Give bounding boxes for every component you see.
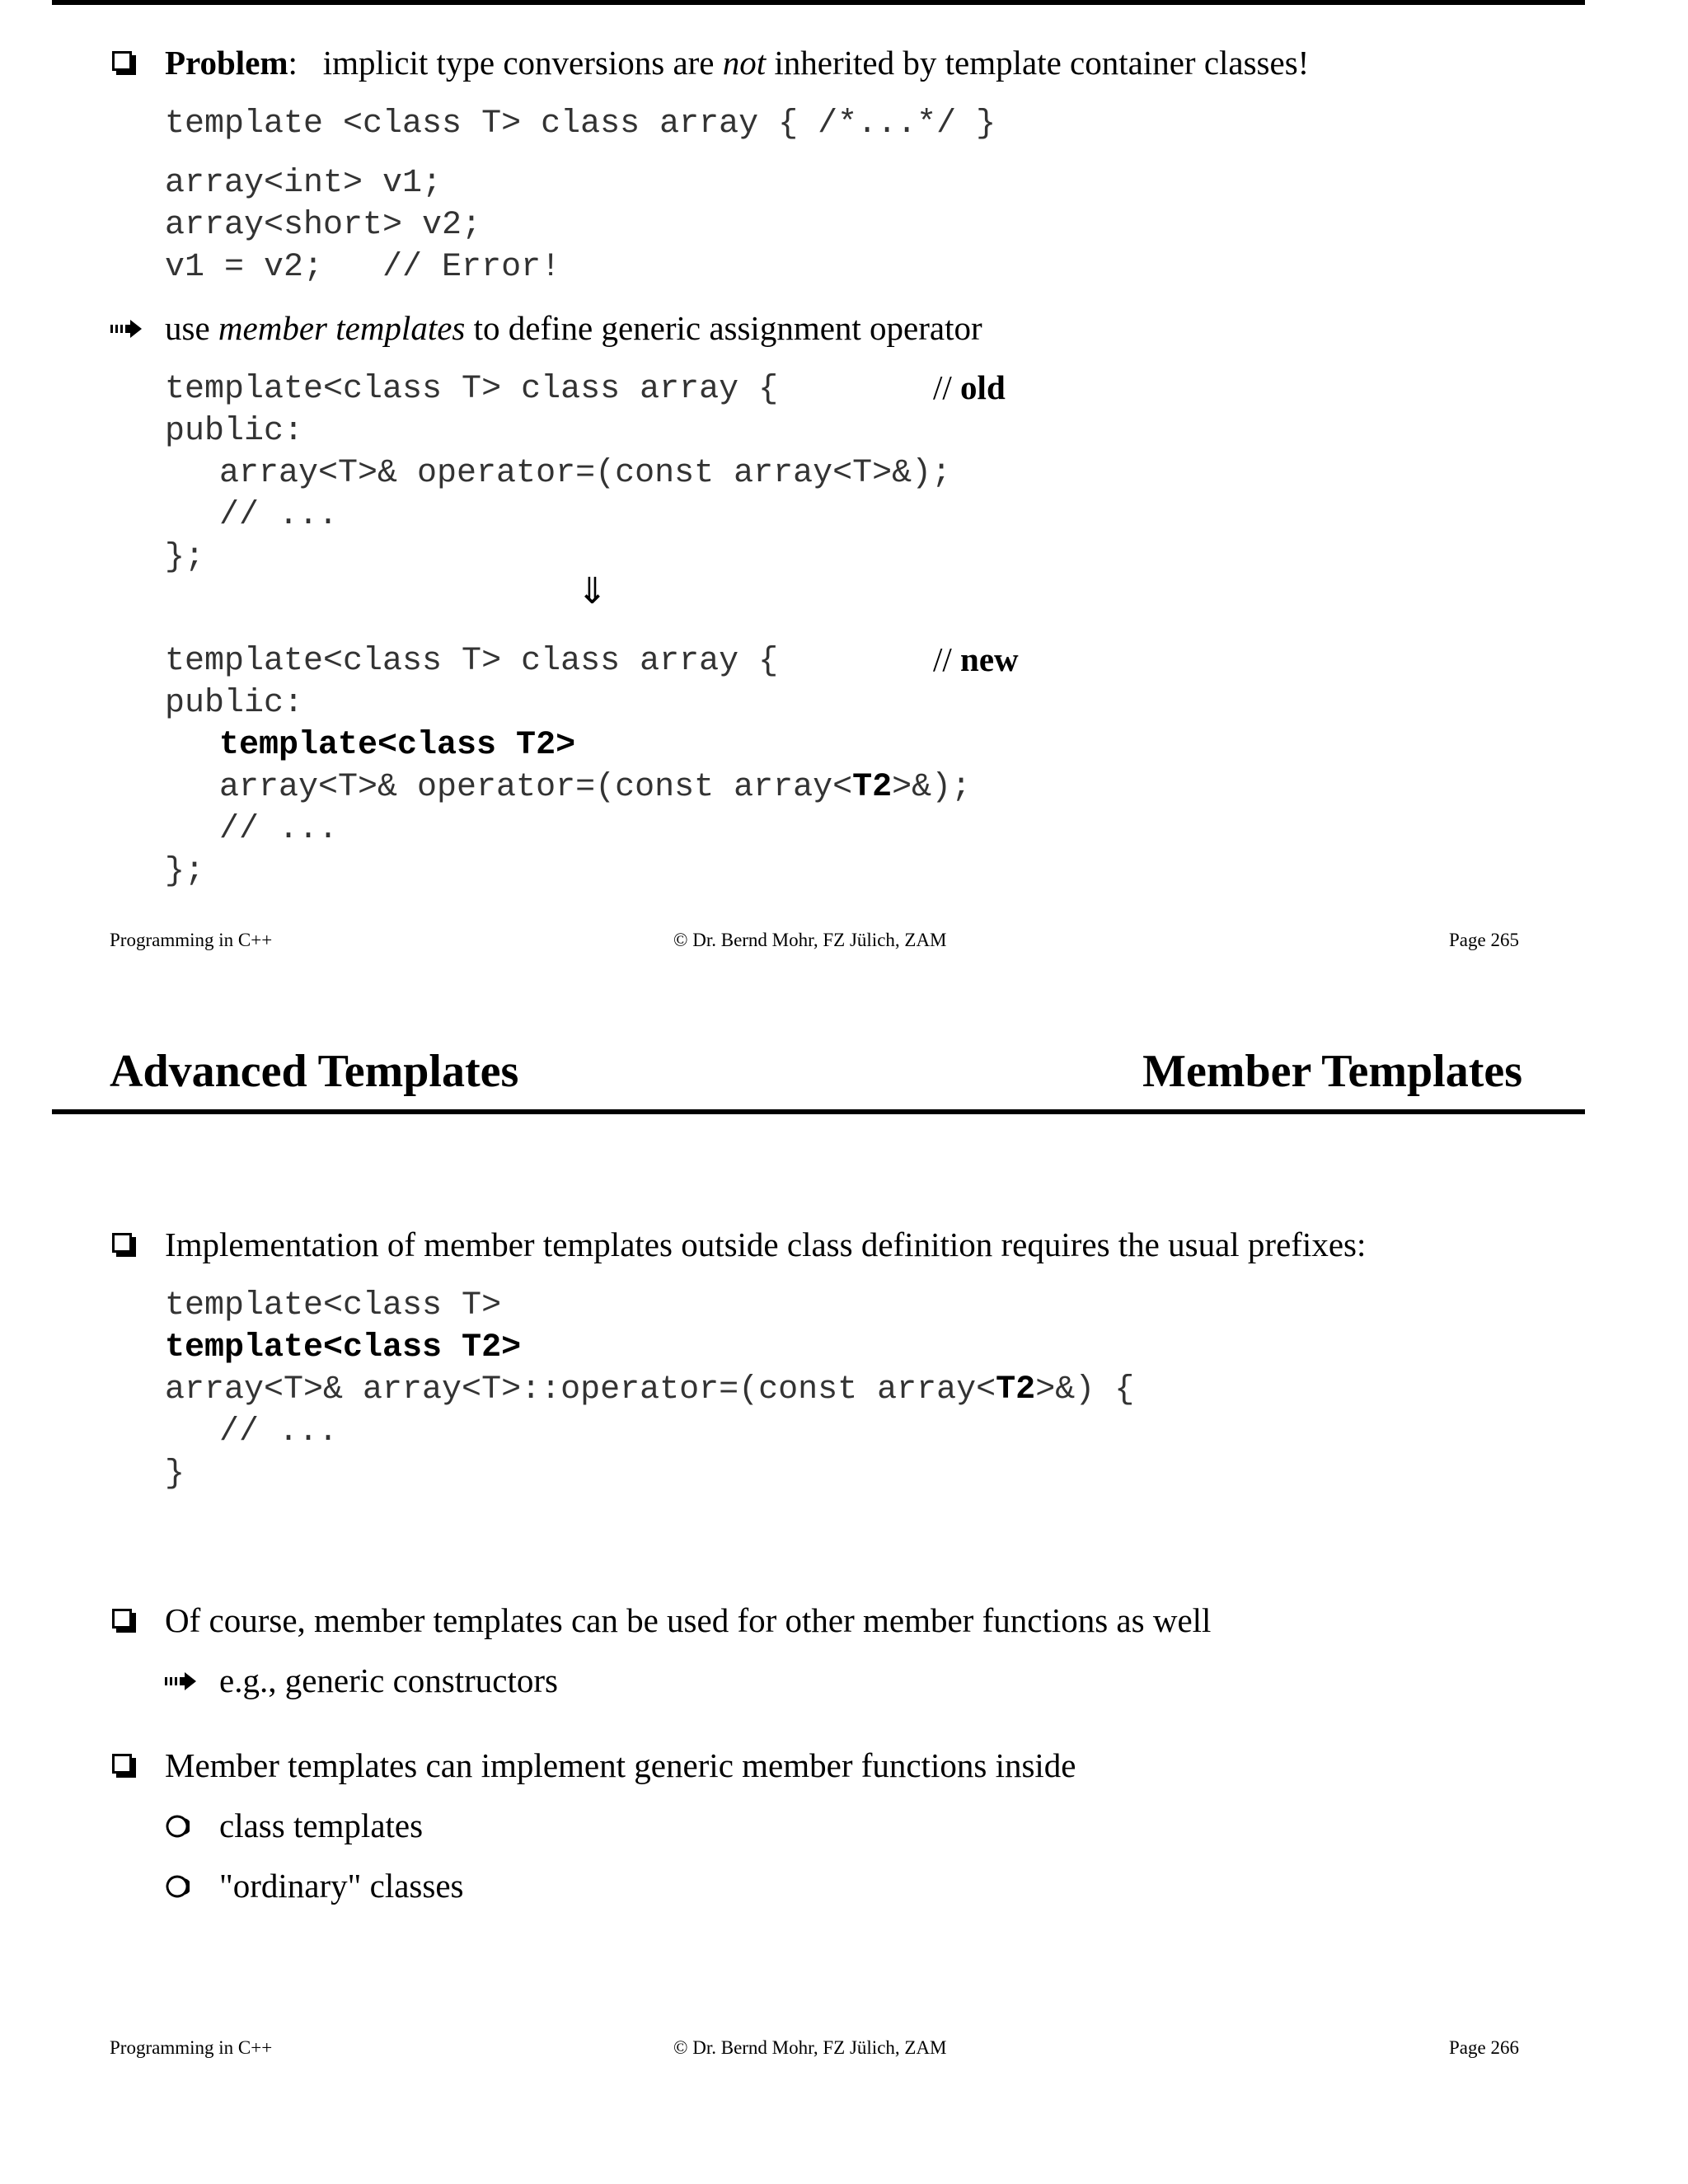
arrow-bullet-icon	[165, 1671, 198, 1691]
problem-text-2: inherited by template container classes!	[766, 44, 1310, 82]
code-line: public:	[165, 413, 304, 450]
code-line: template <class T> class array { /*...*/ }	[165, 105, 996, 143]
code-fragment-bold: T2	[852, 769, 893, 806]
code-line: // ...	[219, 1413, 339, 1451]
code-line: }	[165, 1455, 185, 1493]
footer-right: Page 266	[1449, 2037, 1519, 2058]
problem-text-em: not	[722, 44, 767, 82]
code-line: public:	[165, 685, 304, 722]
code-line: template<class T>	[165, 1287, 502, 1324]
square-bullet-icon	[112, 1233, 132, 1253]
code-fragment: >&);	[892, 769, 972, 806]
bullet-member-templates-implement: Member templates can implement generic member functions inside	[165, 1746, 1076, 1784]
header-rule	[52, 1109, 1585, 1114]
code-fragment: array<T>& operator=(const array<	[219, 769, 853, 806]
problem-colon: :	[288, 44, 298, 82]
sub-bullet-generic-constructors: e.g., generic constructors	[219, 1661, 558, 1699]
arrow-bullet-icon	[110, 319, 143, 339]
new-label: new	[960, 640, 1019, 678]
footer-center: © Dr. Bernd Mohr, FZ Jülich, ZAM	[673, 2037, 947, 2058]
bullet-of-course: Of course, member templates can be used for other member functions as well	[165, 1601, 1212, 1639]
bullet-implementation: Implementation of member templates outside class definition requires the usual prefixes:	[165, 1226, 1367, 1263]
comment-slashes: //	[933, 368, 952, 406]
code-line: array<int> v1;	[165, 165, 443, 202]
code-line: template<class T2>	[219, 727, 576, 764]
code-line: // ...	[219, 497, 339, 534]
code-line: array<short> v2;	[165, 207, 482, 244]
page-title-right: Member Templates	[1142, 1046, 1522, 1097]
square-bullet-icon	[112, 1754, 132, 1774]
code-line: template<class T> class array {	[165, 643, 779, 680]
code-line: };	[165, 853, 205, 890]
code-line: template<class T2>	[165, 1329, 522, 1366]
footer-right: Page 265	[1449, 930, 1519, 950]
code-line: v1 = v2; // Error!	[165, 249, 561, 286]
circle-bullet-icon	[165, 1874, 190, 1899]
down-arrow-icon: ⇓	[577, 571, 607, 612]
code-fragment-bold: T2	[996, 1371, 1036, 1408]
use-member-templates-line	[165, 308, 982, 348]
old-comment	[933, 368, 1006, 407]
problem-text-1: implicit type conversions are	[322, 44, 723, 82]
use-text-em: member templates	[218, 309, 466, 347]
code-fragment: >&) {	[1035, 1371, 1135, 1408]
use-text-2: to define generic assignment operator	[465, 309, 982, 347]
footer-center: © Dr. Bernd Mohr, FZ Jülich, ZAM	[673, 930, 947, 950]
list-item-ordinary-classes: "ordinary" classes	[219, 1867, 464, 1905]
top-rule	[52, 0, 1585, 5]
code-fragment: array<T>& array<T>::operator=(const array<	[165, 1371, 996, 1408]
footer-left: Programming in C++	[110, 930, 273, 950]
problem-label: Problem	[165, 44, 288, 82]
code-line: array<T>& operator=(const array<T>&);	[219, 455, 952, 492]
use-text-1: use	[165, 309, 218, 347]
square-bullet-icon	[112, 1609, 132, 1629]
code-line: // ...	[219, 811, 339, 848]
old-label: old	[960, 368, 1006, 406]
code-line: template<class T> class array {	[165, 371, 779, 408]
footer-left: Programming in C++	[110, 2037, 273, 2058]
code-line: };	[165, 539, 205, 576]
page-title-left: Advanced Templates	[110, 1046, 519, 1097]
new-comment	[933, 640, 1019, 679]
problem-line	[165, 43, 1309, 82]
list-item-class-templates: class templates	[219, 1807, 424, 1844]
circle-bullet-icon	[165, 1814, 190, 1839]
square-bullet-icon	[112, 51, 132, 71]
code-line	[165, 1371, 1134, 1408]
comment-slashes: //	[933, 640, 952, 678]
code-line	[219, 769, 971, 806]
